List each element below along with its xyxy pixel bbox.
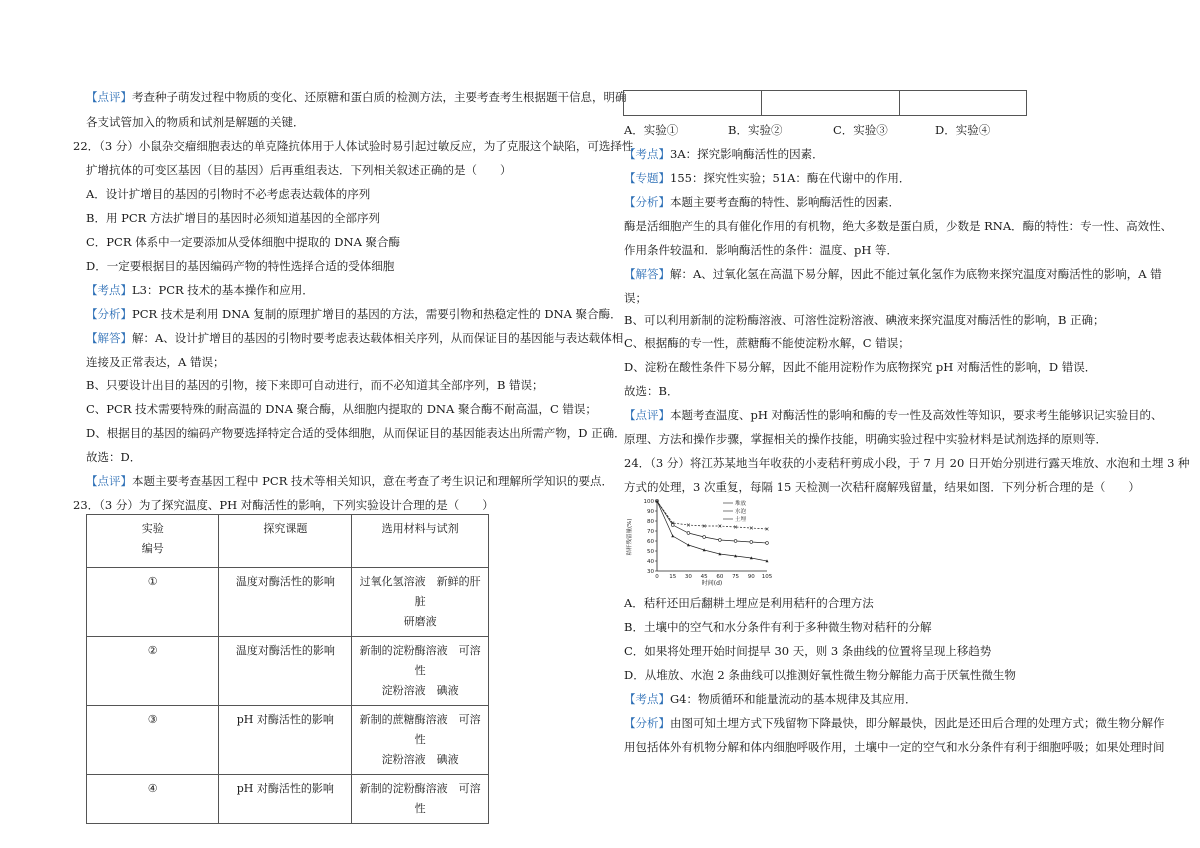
line-text: D．实验④: [935, 123, 991, 137]
section-tag: 【点评】: [86, 474, 132, 488]
legend-label: 水泡: [735, 509, 747, 515]
line-text: 原理、方法和操作步骤，掌握相关的操作技能，明确实验过程中实验材料是试剂选择的原则等．: [624, 432, 1107, 446]
section-tag: 【分析】: [624, 716, 670, 730]
line-text: D、淀粉在酸性条件下易分解，因此不能用淀粉作为底物探究 pH 对酶活性的影响，D 错误．: [624, 360, 1097, 374]
table-cell: 温度对酶活性的影响: [219, 568, 352, 637]
table-row: [87, 568, 489, 637]
line-text: 用包括体外有机物分解和体内细胞呼吸作用，土壤中一定的空气和水分条件有利于细胞呼吸；如果处理时间: [624, 740, 1165, 754]
text-line: [86, 259, 394, 273]
line-text: PCR 技术是利用 DNA 复制的原理扩增目的基因的方法，需要引物和热稳定性的 DNA 聚合酶．: [132, 307, 622, 321]
section-tag: 【解答】: [86, 331, 132, 345]
x-tick-label: 15: [669, 574, 677, 580]
line-text: D、根据目的基因的编码产物要选择特定合适的受体细胞，从而保证目的基因能表达出所需产物，D 正确．: [86, 426, 626, 440]
text-line: [86, 211, 380, 225]
text-line: [624, 195, 900, 209]
line-text: 解：A、过氧化氢在高温下易分解，因此不能过氧化氢作为底物来探究温度对酶活性的影响，A 错: [670, 267, 1162, 281]
table-cell: pH 对酶活性的影响: [219, 706, 352, 775]
line-text: A．实验①: [624, 123, 679, 137]
x-tick-label: 45: [700, 574, 708, 580]
x-tick-label: 90: [747, 574, 755, 580]
line-text: 解：A、设计扩增目的基因的引物时要考虑表达载体相关序列，从而保证目的基因能与表达载体相: [132, 331, 624, 345]
text-line: [624, 313, 1105, 327]
table-cell: 过氧化氢溶液 新鲜的肝脏 研磨液: [352, 568, 489, 637]
text-line: [86, 474, 613, 488]
line-text: 酶是活细胞产生的具有催化作用的有机物，绝大多数是蛋白质，少数是 RNA．酶的特性：专一性、高效性、: [624, 219, 1173, 233]
text-line: [624, 432, 1107, 446]
straw-residue-chart: [623, 495, 773, 587]
table-cell: ②: [87, 637, 219, 706]
line-text: B．土壤中的空气和水分条件有利于多种微生物对秸秆的分解: [624, 620, 932, 634]
line-text: 本题主要考查酶的特性、影响酶活性的因素．: [670, 195, 900, 209]
table-cell: 新制的淀粉酶溶液 可溶性 淀粉溶液 碘液: [352, 637, 489, 706]
text-line: [624, 147, 824, 161]
text-line: [624, 716, 1165, 730]
text-line: [86, 307, 622, 321]
table-cell: [624, 91, 762, 116]
line-text: 23．（3 分）为了探究温度、PH 对酶活性的影响，下列实验设计合理的是（ ）: [73, 498, 494, 512]
text-line: [86, 331, 623, 345]
legend-label: 土埋: [735, 517, 747, 523]
x-tick-label: 30: [684, 574, 692, 580]
line-text: C、根据酶的专一性，蔗糖酶不能使淀粉水解，C 错误；: [624, 336, 910, 350]
table-cell: 温度对酶活性的影响: [219, 637, 352, 706]
legend-label: 堆放: [735, 501, 747, 507]
line-text: 24．（3 分）将江苏某地当年收获的小麦秸秆剪成小段，于 7 月 20 日开始分别进行露天堆放、水泡和土埋 3 种: [624, 456, 1190, 470]
data-point: [734, 540, 737, 543]
y-tick-label: 70: [647, 529, 654, 535]
text-line: [86, 90, 627, 104]
table-cell: ③: [87, 706, 219, 775]
y-tick-label: 30: [647, 569, 654, 575]
table-cell: 新制的淀粉酶溶液 可溶性: [352, 775, 489, 824]
answer-option: [624, 123, 678, 137]
data-point: [718, 539, 721, 542]
x-tick-label: 60: [716, 574, 724, 580]
table-header-cell: 选用材料与试剂: [352, 515, 489, 568]
text-line: [86, 115, 305, 129]
line-text: 3A：探究影响酶活性的因素．: [670, 147, 824, 161]
text-line: [86, 402, 597, 416]
text-line: [624, 456, 1190, 470]
x-tick-label: 75: [732, 574, 740, 580]
line-text: 本题主要考查基因工程中 PCR 技术等相关知识，意在考查了考生识记和理解所学知识的要点．: [132, 474, 614, 488]
y-tick-label: 40: [647, 559, 654, 565]
text-line: [86, 283, 314, 297]
line-text: B、可以利用新制的淀粉酶溶液、可溶性淀粉溶液、碘液来探究温度对酶活性的影响，B 正确；: [624, 313, 1105, 327]
table-cell: ①: [87, 568, 219, 637]
table-cell: pH 对酶活性的影响: [219, 775, 352, 824]
section-tag: 【分析】: [86, 307, 132, 321]
x-tick-label: 105: [761, 574, 773, 580]
section-tag: 【考点】: [624, 147, 670, 161]
text-line: [624, 384, 678, 398]
line-text: 155：探究性实验；51A：酶在代谢中的作用．: [670, 171, 911, 185]
experiment-table-continued: [623, 90, 1027, 116]
line-text: 由图可知土埋方式下残留物下降最快，即分解最快，因此是还田后合理的处理方式；微生物分解作: [670, 716, 1165, 730]
table-cell: [900, 91, 1027, 116]
x-axis-label: 时间(d): [701, 580, 723, 587]
line-text: C．实验③: [833, 123, 888, 137]
y-tick-label: 60: [647, 539, 654, 545]
line-text: 作用条件较温和．影响酶活性的条件：温度、pH 等．: [624, 243, 899, 257]
text-line: [86, 163, 512, 177]
text-line: [624, 243, 898, 257]
line-text: 本题考查温度、pH 对酶活性的影响和酶的专一性及高效性等知识，要求考生能够识记实验目的、: [670, 408, 1163, 422]
text-line: [86, 355, 224, 369]
section-tag: 【考点】: [624, 692, 670, 706]
text-line: [624, 360, 1096, 374]
data-point: [671, 534, 674, 537]
section-tag: 【分析】: [624, 195, 670, 209]
line-text: C．PCR 体系中一定要添加从受体细胞中提取的 DNA 聚合酶: [86, 235, 401, 249]
line-text: 22．（3 分）小鼠杂交瘤细胞表达的单克隆抗体用于人体试验时易引起过敏反应，为了克服这个缺陷，可选择性: [73, 139, 634, 153]
series-line-2: [657, 501, 767, 561]
text-line: [86, 187, 370, 201]
section-tag: 【解答】: [624, 267, 670, 281]
text-line: [86, 450, 141, 464]
line-text: 扩增抗体的可变区基因（目的基因）后再重组表达．下列相关叙述正确的是（ ）: [86, 163, 512, 177]
text-line: [86, 378, 544, 392]
line-text: L3：PCR 技术的基本操作和应用．: [132, 283, 314, 297]
text-line: [624, 408, 1163, 422]
text-line: [624, 620, 931, 634]
line-text: A．秸秆还田后翻耕土埋应是利用秸秆的合理方法: [624, 596, 874, 610]
text-line: [73, 498, 494, 512]
answer-option: [833, 123, 888, 137]
line-text: 各支试管加入的物质和试剂是解题的关键．: [86, 115, 305, 129]
text-line: [624, 267, 1162, 281]
line-text: C．如果将处理开始时间提早 30 天，则 3 条曲线的位置将呈现上移趋势: [624, 644, 992, 658]
table-cell: 新制的蔗糖酶溶液 可溶性 淀粉溶液 碘液: [352, 706, 489, 775]
table-row: [87, 706, 489, 775]
text-line: [624, 692, 917, 706]
line-text: A．设计扩增目的基因的引物时不必考虑表达载体的序列: [86, 187, 371, 201]
data-point: [671, 524, 674, 527]
section-tag: 【点评】: [86, 90, 132, 104]
data-point: [750, 541, 753, 544]
line-text: B．实验②: [728, 123, 783, 137]
y-tick-label: 90: [647, 509, 654, 515]
table-row: [87, 637, 489, 706]
data-point: [703, 536, 706, 539]
line-text: 误；: [624, 291, 647, 305]
text-line: [624, 291, 647, 305]
line-text: 故选：D．: [86, 450, 142, 464]
text-line: [624, 596, 874, 610]
line-text: C、PCR 技术需要特殊的耐高温的 DNA 聚合酶，从细胞内提取的 DNA 聚合酶不耐高温，C 错误；: [86, 402, 597, 416]
text-line: [624, 336, 910, 350]
y-tick-label: 80: [647, 519, 654, 525]
answer-option: [728, 123, 782, 137]
line-text: 方式的处理，3 次重复，每隔 15 天检测一次秸秆腐解残留量，结果如图．下列分析合理的是（ ）: [624, 480, 1140, 494]
table-header-cell: 探究课题: [219, 515, 352, 568]
line-text: 考查种子萌发过程中物质的变化、还原糖和蛋白质的检测方法，主要考查考生根据题干信息，明确: [132, 90, 627, 104]
line-text: 故选：B．: [624, 384, 679, 398]
text-line: [86, 426, 626, 440]
line-text: B．用 PCR 方法扩增目的基因时必须知道基因的全部序列: [86, 211, 380, 225]
text-line: [86, 235, 400, 249]
y-axis-label: 秸秆残留量(%): [627, 518, 633, 556]
line-text: D．从堆放、水泡 2 条曲线可以推测好氧性微生物分解能力高于厌氧性微生物: [624, 668, 1016, 682]
answer-option: [935, 123, 990, 137]
data-point: [687, 532, 690, 535]
text-line: [624, 219, 1172, 233]
text-line: [624, 740, 1165, 754]
table-row: [87, 775, 489, 824]
table-cell: [762, 91, 900, 116]
line-text: D．一定要根据目的基因编码产物的特性选择合适的受体细胞: [86, 259, 395, 273]
x-tick-label: 0: [655, 574, 659, 580]
text-line: [624, 668, 1016, 682]
y-tick-label: 50: [647, 549, 654, 555]
text-line: [73, 139, 633, 153]
table-cell: ④: [87, 775, 219, 824]
table-header-cell: 实验 编号: [87, 515, 219, 568]
data-point: [766, 542, 769, 545]
text-line: [624, 644, 991, 658]
y-tick-label: 100: [643, 499, 654, 505]
experiment-table: [86, 514, 489, 824]
line-text: G4：物质循环和能量流动的基本规律及其应用．: [670, 692, 917, 706]
section-tag: 【点评】: [624, 408, 670, 422]
section-tag: 【专题】: [624, 171, 670, 185]
line-text: B、只要设计出目的基因的引物，接下来即可自动进行，而不必知道其全部序列，B 错误；: [86, 378, 544, 392]
section-tag: 【考点】: [86, 283, 132, 297]
text-line: [624, 480, 1140, 494]
text-line: [624, 171, 910, 185]
line-text: 连接及正常表达，A 错误；: [86, 355, 225, 369]
